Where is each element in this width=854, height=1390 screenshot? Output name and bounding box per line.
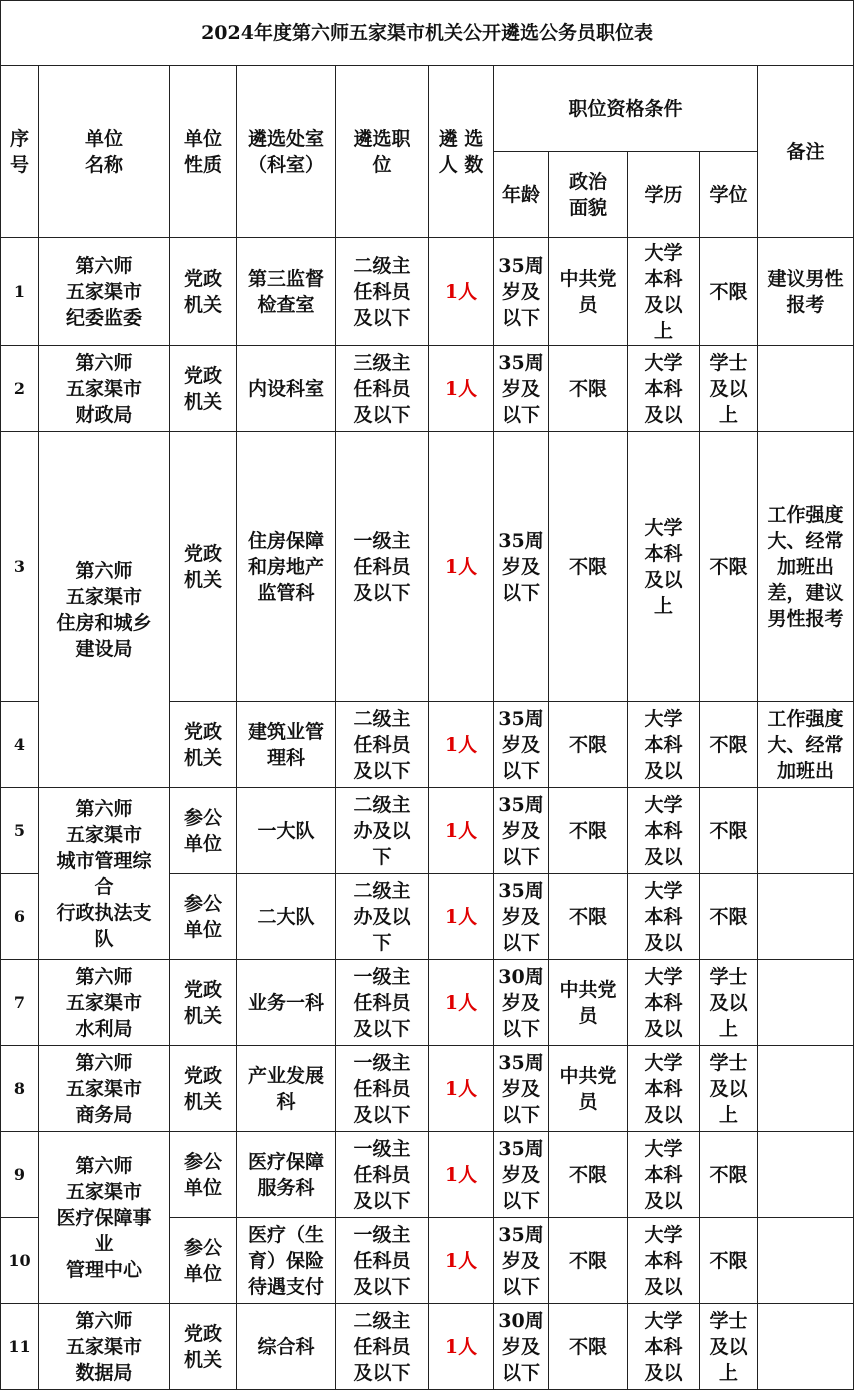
political-cell: 不限 xyxy=(549,1132,628,1218)
seq-cell: 3 xyxy=(1,432,39,702)
remarks-cell: 建议男性 报考 xyxy=(758,238,854,346)
unit-nature-cell: 参公 单位 xyxy=(170,874,237,960)
header-seq: 序 号 xyxy=(1,66,39,238)
education-cell: 大学 本科 及以 上 xyxy=(628,432,700,702)
political-cell: 中共党 员 xyxy=(549,960,628,1046)
dept-cell: 一大队 xyxy=(237,788,336,874)
position-cell: 一级主 任科员 及以下 xyxy=(336,960,429,1046)
degree-cell: 不限 xyxy=(700,238,758,346)
remarks-cell xyxy=(758,874,854,960)
degree-cell: 学士 及以 上 xyxy=(700,346,758,432)
unit-nature-cell: 党政 机关 xyxy=(170,960,237,1046)
degree-cell: 学士 及以 上 xyxy=(700,1304,758,1390)
age-cell: 35周 岁及 以下 xyxy=(494,346,549,432)
remarks-cell xyxy=(758,1304,854,1390)
table-title: 2024年度第六师五家渠市机关公开遴选公务员职位表 xyxy=(1,1,854,66)
count-cell: 1人 xyxy=(429,788,494,874)
count-cell: 1人 xyxy=(429,874,494,960)
dept-cell: 业务一科 xyxy=(237,960,336,1046)
header-qualifications: 职位资格条件 xyxy=(494,66,758,152)
education-cell: 大学 本科 及以 xyxy=(628,1132,700,1218)
remarks-cell xyxy=(758,1132,854,1218)
remarks-cell xyxy=(758,1046,854,1132)
unit-name-cell: 第六师 五家渠市 财政局 xyxy=(39,346,170,432)
table-row xyxy=(1,788,854,874)
count-cell: 1人 xyxy=(429,238,494,346)
position-cell: 二级主 办及以 下 xyxy=(336,788,429,874)
political-cell: 不限 xyxy=(549,346,628,432)
position-cell: 一级主 任科员 及以下 xyxy=(336,432,429,702)
seq-cell: 4 xyxy=(1,702,39,788)
political-cell: 不限 xyxy=(549,1304,628,1390)
education-cell: 大学 本科 及以 xyxy=(628,960,700,1046)
unit-name-cell: 第六师 五家渠市 住房和城乡 建设局 xyxy=(39,432,170,788)
education-cell: 大学 本科 及以 xyxy=(628,1304,700,1390)
header-unit-nature: 单位 性质 xyxy=(170,66,237,238)
education-cell: 大学 本科 及以 xyxy=(628,702,700,788)
count-cell: 1人 xyxy=(429,1218,494,1304)
age-cell: 35周 岁及 以下 xyxy=(494,1132,549,1218)
dept-cell: 二大队 xyxy=(237,874,336,960)
dept-cell: 建筑业管 理科 xyxy=(237,702,336,788)
political-cell: 不限 xyxy=(549,874,628,960)
degree-cell: 学士 及以 上 xyxy=(700,960,758,1046)
remarks-cell: 工作强度 大、经常 加班出 差，建议 男性报考 xyxy=(758,432,854,702)
seq-cell: 6 xyxy=(1,874,39,960)
unit-name-cell: 第六师 五家渠市 水利局 xyxy=(39,960,170,1046)
education-cell: 大学 本科 及以 xyxy=(628,874,700,960)
degree-cell: 不限 xyxy=(700,432,758,702)
seq-cell: 9 xyxy=(1,1132,39,1218)
age-cell: 35周 岁及 以下 xyxy=(494,788,549,874)
count-cell: 1人 xyxy=(429,1046,494,1132)
degree-cell: 不限 xyxy=(700,702,758,788)
count-cell: 1人 xyxy=(429,1304,494,1390)
education-cell: 大学 本科 及以 xyxy=(628,346,700,432)
remarks-cell xyxy=(758,788,854,874)
age-cell: 35周 岁及 以下 xyxy=(494,874,549,960)
dept-cell: 产业发展 科 xyxy=(237,1046,336,1132)
age-cell: 30周 岁及 以下 xyxy=(494,1304,549,1390)
position-cell: 二级主 任科员 及以下 xyxy=(336,1304,429,1390)
header-education: 学历 xyxy=(628,152,700,238)
unit-name-cell: 第六师 五家渠市 纪委监委 xyxy=(39,238,170,346)
dept-cell: 住房保障 和房地产 监管科 xyxy=(237,432,336,702)
degree-cell: 不限 xyxy=(700,788,758,874)
unit-name-cell: 第六师 五家渠市 医疗保障事 业 管理中心 xyxy=(39,1132,170,1304)
header-position: 遴选职 位 xyxy=(336,66,429,238)
unit-nature-cell: 参公 单位 xyxy=(170,1132,237,1218)
unit-nature-cell: 党政 机关 xyxy=(170,1304,237,1390)
degree-cell: 不限 xyxy=(700,1132,758,1218)
remarks-cell xyxy=(758,346,854,432)
count-cell: 1人 xyxy=(429,1132,494,1218)
age-cell: 35周 岁及 以下 xyxy=(494,432,549,702)
unit-name-cell: 第六师 五家渠市 数据局 xyxy=(39,1304,170,1390)
seq-cell: 10 xyxy=(1,1218,39,1304)
unit-name-cell: 第六师 五家渠市 商务局 xyxy=(39,1046,170,1132)
header-unit-name: 单位 名称 xyxy=(39,66,170,238)
table-row xyxy=(1,1304,854,1390)
dept-cell: 综合科 xyxy=(237,1304,336,1390)
position-cell: 二级主 任科员 及以下 xyxy=(336,238,429,346)
unit-name-cell: 第六师 五家渠市 城市管理综 合 行政执法支 队 xyxy=(39,788,170,960)
position-cell: 二级主 办及以 下 xyxy=(336,874,429,960)
header-degree: 学位 xyxy=(700,152,758,238)
table-row xyxy=(1,1046,854,1132)
position-cell: 二级主 任科员 及以下 xyxy=(336,702,429,788)
remarks-cell xyxy=(758,1218,854,1304)
political-cell: 不限 xyxy=(549,788,628,874)
header-count: 遴 选 人 数 xyxy=(429,66,494,238)
seq-cell: 2 xyxy=(1,346,39,432)
political-cell: 不限 xyxy=(549,432,628,702)
dept-cell: 第三监督 检查室 xyxy=(237,238,336,346)
dept-cell: 内设科室 xyxy=(237,346,336,432)
education-cell: 大学 本科 及以 xyxy=(628,1218,700,1304)
count-cell: 1人 xyxy=(429,346,494,432)
unit-nature-cell: 党政 机关 xyxy=(170,702,237,788)
seq-cell: 7 xyxy=(1,960,39,1046)
remarks-cell: 工作强度 大、经常 加班出 xyxy=(758,702,854,788)
seq-cell: 5 xyxy=(1,788,39,874)
unit-nature-cell: 党政 机关 xyxy=(170,432,237,702)
seq-cell: 11 xyxy=(1,1304,39,1390)
political-cell: 中共党 员 xyxy=(549,238,628,346)
education-cell: 大学 本科 及以 xyxy=(628,1046,700,1132)
unit-nature-cell: 党政 机关 xyxy=(170,1046,237,1132)
table-row xyxy=(1,346,854,432)
header-remarks: 备注 xyxy=(758,66,854,238)
political-cell: 中共党 员 xyxy=(549,1046,628,1132)
education-cell: 大学 本科 及以 xyxy=(628,788,700,874)
unit-nature-cell: 党政 机关 xyxy=(170,238,237,346)
count-cell: 1人 xyxy=(429,960,494,1046)
position-cell: 一级主 任科员 及以下 xyxy=(336,1132,429,1218)
age-cell: 30周 岁及 以下 xyxy=(494,960,549,1046)
count-cell: 1人 xyxy=(429,432,494,702)
dept-cell: 医疗保障 服务科 xyxy=(237,1132,336,1218)
table-row xyxy=(1,1132,854,1218)
age-cell: 35周 岁及 以下 xyxy=(494,1218,549,1304)
political-cell: 不限 xyxy=(549,1218,628,1304)
education-cell: 大学 本科 及以 上 xyxy=(628,238,700,346)
degree-cell: 学士 及以 上 xyxy=(700,1046,758,1132)
table-row xyxy=(1,432,854,702)
unit-nature-cell: 党政 机关 xyxy=(170,346,237,432)
count-cell: 1人 xyxy=(429,702,494,788)
seq-cell: 8 xyxy=(1,1046,39,1132)
remarks-cell xyxy=(758,960,854,1046)
table-row xyxy=(1,238,854,346)
position-cell: 三级主 任科员 及以下 xyxy=(336,346,429,432)
dept-cell: 医疗（生 育）保险 待遇支付 xyxy=(237,1218,336,1304)
age-cell: 35周 岁及 以下 xyxy=(494,702,549,788)
unit-nature-cell: 参公 单位 xyxy=(170,1218,237,1304)
political-cell: 不限 xyxy=(549,702,628,788)
age-cell: 35周 岁及 以下 xyxy=(494,1046,549,1132)
age-cell: 35周 岁及 以下 xyxy=(494,238,549,346)
degree-cell: 不限 xyxy=(700,1218,758,1304)
position-cell: 一级主 任科员 及以下 xyxy=(336,1046,429,1132)
header-age: 年龄 xyxy=(494,152,549,238)
position-cell: 一级主 任科员 及以下 xyxy=(336,1218,429,1304)
table-row xyxy=(1,960,854,1046)
header-political: 政治 面貌 xyxy=(549,152,628,238)
header-dept: 遴选处室 （科室） xyxy=(237,66,336,238)
degree-cell: 不限 xyxy=(700,874,758,960)
seq-cell: 1 xyxy=(1,238,39,346)
unit-nature-cell: 参公 单位 xyxy=(170,788,237,874)
